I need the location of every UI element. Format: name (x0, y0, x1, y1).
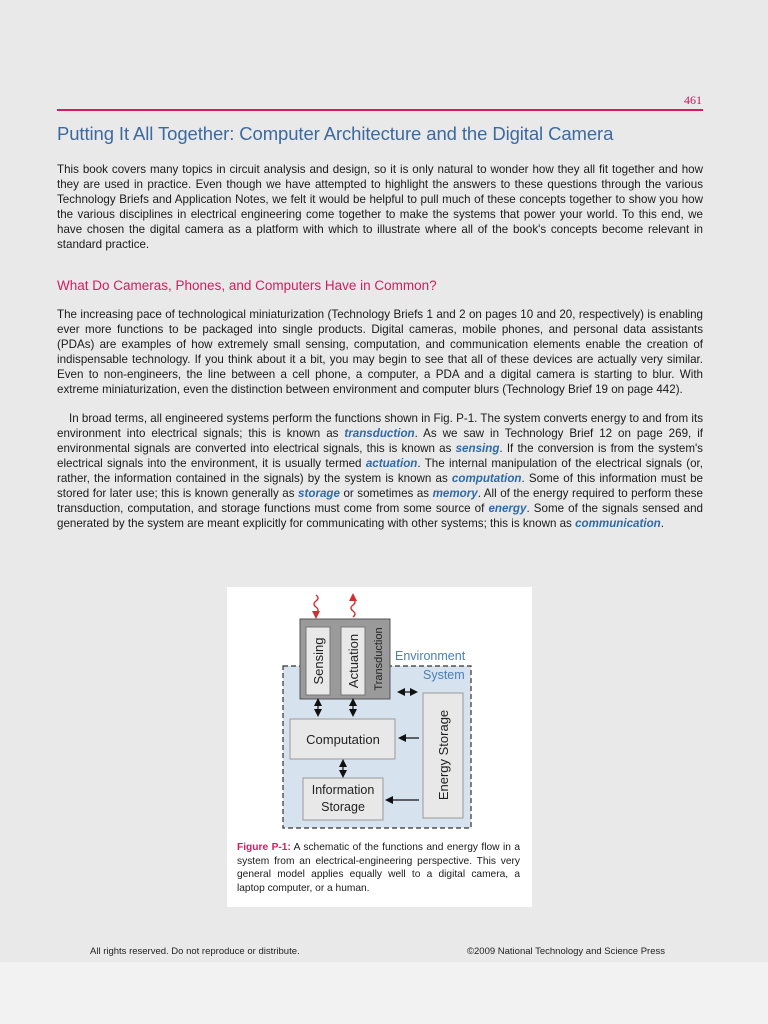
term-sensing: sensing (455, 442, 500, 455)
term-communication: communication (575, 517, 661, 530)
caption-text: A schematic of the functions and energy flow in a system from an electrical-engineering perspective. This very general model applies equally well to a digital camera, a laptop computer, or a human. (237, 842, 520, 894)
section-heading: What Do Cameras, Phones, and Computers Have in Common? (57, 278, 437, 293)
footer-rights: All rights reserved. Do not reproduce or distribute. (90, 946, 300, 957)
figure-caption (237, 841, 520, 895)
input-signal-wave (314, 595, 318, 617)
term-memory: memory (432, 487, 478, 500)
environment-label: Environment (395, 649, 466, 663)
computation-label: Computation (306, 732, 380, 747)
output-signal-wave (351, 595, 355, 617)
viewer-bottom-band (0, 962, 768, 1024)
transduction-label: Transduction (373, 627, 385, 691)
term-actuation: actuation (365, 457, 418, 470)
term-storage: storage (298, 487, 340, 500)
energy-storage-label: Energy Storage (436, 709, 451, 801)
figure-p1 (227, 587, 532, 907)
text-run: . All of the energy required to perform these transduction, computation, and storage functions must come from some source of (57, 487, 703, 515)
information-label: Information (311, 783, 375, 797)
page-title: Putting It All Together: Computer Architecture and the Digital Camera (57, 123, 614, 144)
text-run: . Some of this information must be stored for later use; this is known generally as (57, 472, 703, 500)
body-paragraph-2 (57, 411, 703, 531)
page-number: 461 (684, 93, 702, 107)
caption-label: Figure P-1: (237, 842, 291, 853)
sensing-label: Sensing (311, 637, 326, 685)
text-run: . If the conversion is from the system's electrical signals into the environment, it is usually termed (57, 442, 703, 470)
text-run: or sometimes as (339, 487, 433, 500)
text-run: . Some of the signals sensed and generated by the system are meant explicitly for communicating with other systems; this is known as (57, 502, 703, 530)
text-run: In broad terms, all engineered systems perform the functions shown in Fig. P-1. The system converts energy to and from its environment into electrical signals; this is known as (57, 412, 703, 440)
text-run: . (660, 517, 664, 530)
system-label: System (423, 668, 465, 682)
body-paragraph-1: The increasing pace of technological miniaturization (Technology Briefs 1 and 2 on pages 10 and 20, respectively) is enabling ever more functions to be packaged into single products. Digital cameras, mobile phones, and personal data assistants (PDAs) are examples of how extremely small sensing, computation, and communication elements enable the creation of indispensable technology. If you think about it a bit, you may begin to see that all of these devices are actually very similar. Even to non-engineers, the line between a cell phone, a computer, a PDA and a digital camera is starting to blur. With extreme miniaturization, even the distinction between environment and computer blurs (Technology Brief 19 on page 442). (57, 308, 703, 396)
term-energy: energy (488, 502, 527, 515)
term-transduction: transduction (344, 427, 415, 440)
text-run: . As we saw in Technology Brief 12 on page 269, if environmental signals are converted into electrical signals, this is known as (57, 427, 703, 455)
term-computation: computation (451, 472, 522, 485)
storage-label: Storage (321, 800, 365, 814)
text-run: . The internal manipulation of the electrical signals (or, rather, the information contained in the signals) by the system is known as (57, 457, 703, 485)
system-diagram (227, 587, 532, 842)
actuation-label: Actuation (346, 633, 361, 689)
footer-copyright: ©2009 National Technology and Science Press (467, 946, 666, 957)
intro-paragraph: This book covers many topics in circuit analysis and design, so it is only natural to wonder how they all fit together and how they are used in practice. Even though we have attempted to highlight the answers to these questions through the various Technology Briefs and Application Notes, we felt it would be helpful to pull much of these concepts together to show you how the various disciplines in electrical engineering come together to make the systems that power your world. To this end, we have chosen the digital camera as a platform with which to illustrate where all of the book's concepts become relevant in standard practice. (57, 163, 703, 251)
header-rule (57, 109, 703, 111)
